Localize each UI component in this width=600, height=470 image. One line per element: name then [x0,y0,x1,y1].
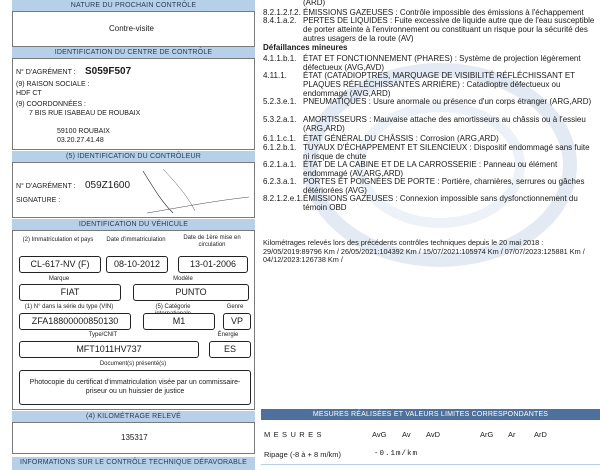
centre-raison: HDF CT [16,90,42,97]
ripage-label: Ripage [264,450,288,459]
defect-text: TUYAUX D'ÉCHAPPEMENT ET SILENCIEUX : Dispositif endommagé sans fuite ni risque de chute [303,143,590,161]
defect-text: ÉTAT (CATADIOPTRES, MARQUAGE DE VISIBILITÉ RÉFLÉCHISSANT ET PLAQUES RÉFLÉCHISSANTES ARRIÈRE) : Catadioptre défectueux ou endommagé (AVG,ARD) [303,71,575,98]
defect-text: PERTES DE LIQUIDES : Fuite excessive de liquide autre que de l'eau susceptible de porter atteinte à l'environnement ou constituant un risque pour la sécurité des autres usagers de la route (AV) [303,16,595,43]
categorie-field: M1 [143,313,215,330]
mesures-col-ar: Ar [508,430,516,439]
defect-text: ÉTAT DE LA CABINE ET DE LA CARROSSERIE : Panneau ou élément endommagé (AV,ARG,ARD) [303,160,558,178]
docs-field [19,370,251,405]
centre-agrement: S059F507 [85,66,132,77]
modele-field: PUNTO [133,284,249,301]
defect-code: 6.2.1.a.1. [263,160,297,169]
km-header: (4) KILOMÉTRAGE RELEVÉ [12,411,255,422]
centre-ville: 59100 ROUBAIX [57,128,110,135]
centre-raison-label: (9) RAISON SOCIALE : [16,81,90,88]
defect-code: 8.4.1.a.2. [263,16,297,25]
marque-field: FIAT [19,284,121,301]
centre-header: IDENTIFICATION DU CENTRE DE CONTRÔLE [12,47,255,58]
controleur-box [12,162,255,218]
defect-text: (ARD) [303,0,326,7]
km-history: Kilométrages relevés lors des précédents contrôles techniques depuis le 20 mai 2018 : 29/05/2019:89796 Km / 26/05/2021:104392 Km / 15/07/2021:105974 Km / 07/07/2023:125881 Km / 04/12/2023:126738 Km / [263,238,585,265]
type-field: MFT1011HV737 [19,341,199,358]
defect-code: 4.11.1. [263,71,287,80]
vin-label: (1) N° dans la série du type (VIN) [24,304,114,310]
defect-code: 6.2.3.a.1. [263,177,297,186]
centre-tel: 03.20.27.41.48 [57,137,104,144]
defect-text: PNEUMATIQUES : Usure anormale ou présence d'un corps étranger (ARG,ARD) [303,97,592,106]
centre-agrement-label: N° D'AGRÉMENT : [16,69,76,76]
docs-text: Photocopie du certificat d'immatriculation visée par un commissaire-priseur ou un huissier de justice [29,379,241,395]
defect-code: 4.1.1.b.1. [263,54,297,63]
defect-text: PORTES ET POIGNÉES DE PORTE : Portière, charnières, serrures ou gâches détériorées (AVG) [303,177,585,195]
energie-label: Énergie [217,332,239,338]
mesures-col-arg: ArG [480,430,494,439]
marque-label: Marque [48,276,70,282]
immat-label: (2) Immatriculation et pays [22,237,94,243]
energie-field: ES [209,341,251,358]
categorie-label: (5) Catégorie [155,304,191,310]
signature-drawing [133,167,253,217]
defect-text: ÉMISSIONS GAZEUSES : Connexion impossible sans dysfonctionnement du témoin OBD [303,194,578,212]
defect-code: 6.1.1.c.1. [263,134,296,143]
prochain-box [12,11,255,47]
type-label: Type/CNIT [88,332,118,338]
genre-field: VP [223,313,251,330]
vehicule-header: IDENTIFICATION DU VÉHICULE [12,219,255,230]
controleur-agrement: 059Z1600 [85,180,131,191]
prochain-header: NATURE DU PROCHAIN CONTRÔLE [12,0,255,11]
mesures-col-avd: AvD [426,430,441,439]
defect-code: 8.2.1.2.f.2. [263,8,301,17]
defect-text: ÉTAT GÉNÉRAL DU CHÂSSIS : Corrosion (ARG,ARD) [303,134,499,143]
footer-left-header: INFORMATIONS SUR LE CONTRÔLE TECHNIQUE DÉFAVORABLE [12,457,255,470]
mineures-title: Défaillances mineures [263,43,348,52]
km-box [12,422,255,454]
vehicule-box [12,230,255,410]
mesures-col-ard: ArD [534,430,547,439]
date-first-field: 13-01-2006 [178,256,248,273]
centre-box [12,58,255,150]
vin-field: ZFA18800000850130 [19,313,131,330]
defect-text: ÉMISSIONS GAZEUSES : Contrôle impossible des émissions à l'échappement [303,8,584,17]
defect-text: ÉTAT ET FONCTIONNEMENT (PHARES) : Système de projection légèrement défectueux (AVG,AVD) [303,54,581,72]
centre-adresse: 7 BIS RUE ISABEAU DE ROUBAIX [29,110,141,117]
prochain-value: Contre-visite [109,24,154,33]
defect-code: 5.2.3.e.1. [263,97,297,106]
defect-code: 8.2.1.2.e.1. [263,194,304,203]
date-first-label: Date de 1ère mise en circulation [183,235,241,248]
modele-label: Modèle [173,276,193,282]
mesures-header: MESURES RÉALISÉES ET VALEURS LIMITES CORRESPONDANTES [261,409,600,420]
docs-label: Document(s) présenté(s) [99,361,167,367]
ripage-value: -0.1m/km [374,450,419,458]
immat-field: CL-617-NV (F) [19,256,101,273]
genre-label: Genre [226,304,244,310]
date-immat-field: 08-10-2012 [106,256,168,273]
controleur-signature-label: SIGNATURE : [16,197,61,204]
controleur-agrement-label: N° D'AGRÉMENT : [16,183,76,190]
ripage-limit: (-8 à + 8 m/km) [290,450,342,459]
footer-divider [261,464,600,465]
defect-code: 5.3.2.a.1. [263,115,297,124]
mesures-col-avg: AvG [372,430,387,439]
date-immat-label: Date d'immatriculation [106,237,166,243]
defect-code: 6.1.2.b.1. [263,143,297,152]
defect-text: AMORTISSEURS : Mauvaise attache des amortisseurs au châssis ou à l'essieu (ARG,ARD) [303,115,586,133]
controleur-header: (5) IDENTIFICATION DU CONTRÔLEUR [12,151,255,162]
centre-coord-label: (9) COORDONNÉES : [16,101,87,108]
km-value: 135317 [121,433,148,442]
mesures-title: MESURES [264,430,325,439]
mesures-col-av: Av [402,430,411,439]
